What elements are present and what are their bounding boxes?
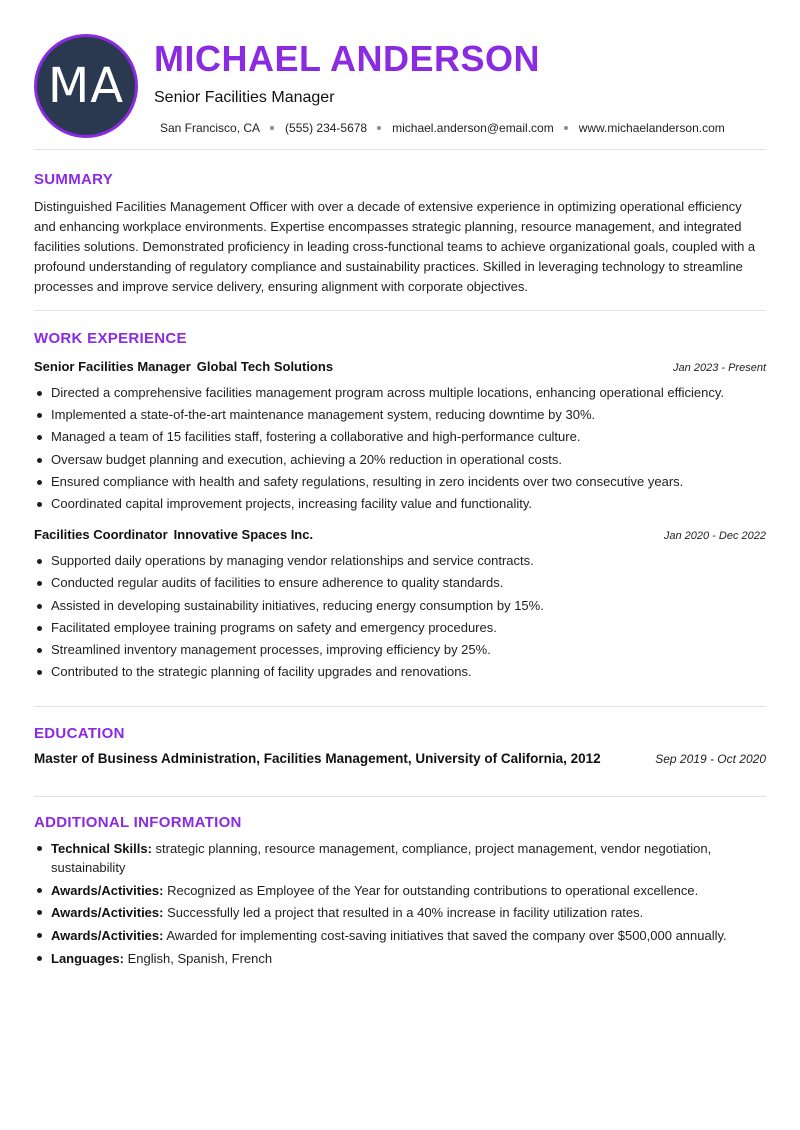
list-item: Assisted in developing sustainability initiatives, reducing energy consumption by 15%. xyxy=(34,595,766,617)
job-bullets xyxy=(34,382,766,515)
list-item: Conducted regular audits of facilities to ensure adherence to quality standards. xyxy=(34,572,766,594)
job-entry xyxy=(34,359,766,515)
contact-website[interactable]: www.michaelanderson.com xyxy=(578,121,725,135)
job-bullets xyxy=(34,550,766,683)
list-item: Managed a team of 15 facilities staff, fostering a collaborative and high-performance culture. xyxy=(34,426,766,448)
avatar-initials: MA xyxy=(47,58,125,114)
list-item: Facilitated employee training programs on safety and emergency procedures. xyxy=(34,617,766,639)
summary-heading: SUMMARY xyxy=(34,171,114,188)
list-item: Ensured compliance with health and safety regulations, resulting in zero incidents over two consecutive years. xyxy=(34,471,766,493)
item-label: Awards/Activities: xyxy=(51,927,164,943)
list-item xyxy=(34,881,766,900)
item-text: Recognized as Employee of the Year for outstanding contributions to operational excellence. xyxy=(163,882,699,898)
separator-dot-icon xyxy=(270,126,274,130)
item-text: English, Spanish, French xyxy=(123,950,273,966)
additional-information-heading: ADDITIONAL INFORMATION xyxy=(34,814,242,831)
job-dates: Jan 2023 - Present xyxy=(673,362,766,374)
item-label: Awards/Activities: xyxy=(51,882,164,898)
work-experience-section xyxy=(34,311,766,707)
resume-header xyxy=(34,0,766,150)
summary-section xyxy=(34,150,766,311)
list-item: Coordinated capital improvement projects, increasing facility value and functionality. xyxy=(34,493,766,515)
contact-phone: (555) 234-5678 xyxy=(285,121,368,135)
separator-dot-icon xyxy=(377,126,381,130)
contact-line xyxy=(160,121,725,135)
education-dates: Sep 2019 - Oct 2020 xyxy=(655,752,766,766)
list-item xyxy=(34,926,766,945)
job-header xyxy=(34,527,766,542)
contact-email[interactable]: michael.anderson@email.com xyxy=(392,121,554,135)
list-item: Directed a comprehensive facilities management program across multiple locations, enhancing operational efficiency. xyxy=(34,382,766,404)
list-item xyxy=(34,949,766,968)
list-item: Contributed to the strategic planning of facility upgrades and renovations. xyxy=(34,661,766,683)
job-dates: Jan 2020 - Dec 2022 xyxy=(663,530,766,543)
additional-information-section xyxy=(34,797,766,968)
job-role xyxy=(34,527,313,542)
candidate-title: Senior Facilities Manager xyxy=(154,89,335,106)
education-degree: Master of Business Administration, Facilities Management, University of California, 2012 xyxy=(34,751,601,766)
job-entry xyxy=(34,527,766,683)
education-section xyxy=(34,707,766,797)
job-company: Innovative Spaces Inc. xyxy=(173,527,314,543)
item-label: Languages: xyxy=(51,950,124,966)
item-text: Awarded for implementing cost-saving initiatives that saved the company over $500,000 annually. xyxy=(163,927,727,943)
contact-location: San Francisco, CA xyxy=(160,121,261,135)
summary-text: Distinguished Facilities Management Officer with over a decade of extensive experience in optimizing operational efficiency and enhancing workplace environments. Expertise encompasses strategic planning, resource management, and integrated facilities solutions. Demonstrated proficiency in leading cross-functional teams to achieve organizational goals, coupled with a profound understanding of regulatory compliance and sustainability practices. Skilled in leveraging technology to streamline processes and improve service delivery, ensuring alignment with corporate objectives. xyxy=(34,199,756,294)
list-item: Implemented a state-of-the-art maintenance management system, reducing downtime by 30%. xyxy=(34,404,766,426)
avatar xyxy=(34,34,138,138)
job-role xyxy=(34,359,333,374)
list-item: Oversaw budget planning and execution, achieving a 20% reduction in operational costs. xyxy=(34,449,766,471)
additional-bullets xyxy=(34,839,766,968)
job-header xyxy=(34,359,766,374)
candidate-name: MICHAEL ANDERSON xyxy=(154,38,541,79)
separator-dot-icon xyxy=(564,126,568,130)
item-label: Awards/Activities: xyxy=(51,905,164,920)
list-item: Supported daily operations by managing vendor relationships and service contracts. xyxy=(34,550,766,572)
item-text: strategic planning, resource management, compliance, project management, vendor negotiation, sustainability xyxy=(51,841,712,875)
list-item xyxy=(34,839,766,877)
job-title: Senior Facilities Manager xyxy=(34,359,191,374)
item-text: Successfully led a project that resulted in a 40% increase in facility utilization rates. xyxy=(163,905,644,920)
list-item xyxy=(34,903,766,922)
education-entry xyxy=(34,751,766,766)
item-label: Technical Skills: xyxy=(51,841,152,856)
job-company: Global Tech Solutions xyxy=(196,359,334,374)
education-heading: EDUCATION xyxy=(34,725,125,742)
job-title: Facilities Coordinator xyxy=(34,527,168,543)
list-item: Streamlined inventory management processes, improving efficiency by 25%. xyxy=(34,639,766,661)
work-experience-heading: WORK EXPERIENCE xyxy=(34,330,187,347)
